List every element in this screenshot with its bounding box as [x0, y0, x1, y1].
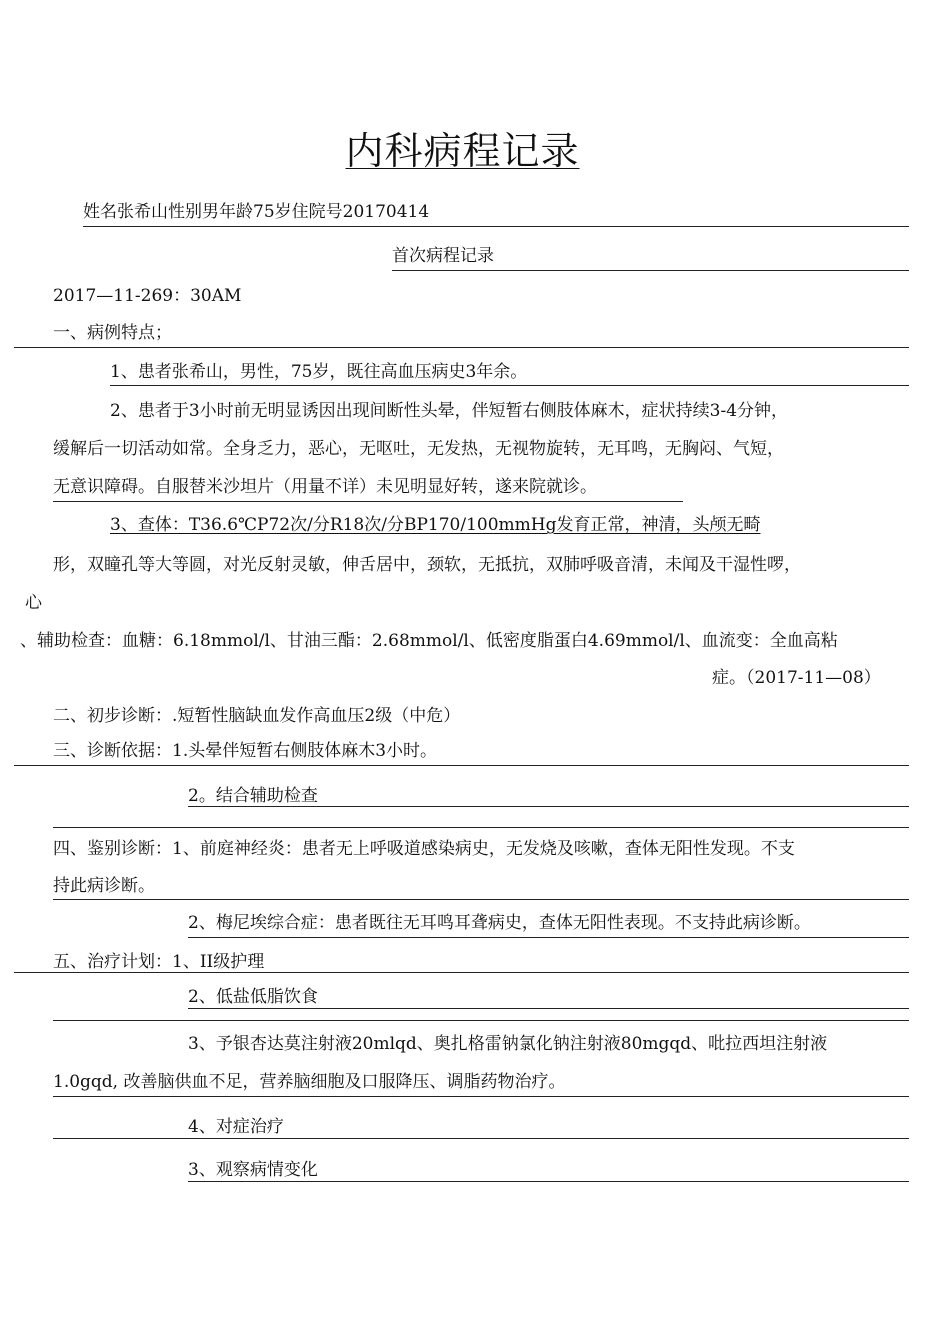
- preliminary-diagnosis: 二、初步诊断：.短暂性脑缺血发作高血压2级（中危）: [53, 706, 461, 726]
- diagnosis-basis-line-1: 三、诊断依据：1.头晕伴短暂右侧肢体麻木3小时。: [53, 741, 438, 761]
- divider: [53, 501, 683, 502]
- features-item-4-line-1: 、辅助检查：血糖：6.18mmol/l、甘油三酯：2.68mmol/l、低密度脂蛋白4.69mmol/l、血流变：全血高粘: [20, 631, 838, 651]
- divider: [53, 1020, 909, 1021]
- divider: [14, 972, 909, 973]
- divider: [53, 827, 909, 828]
- patient-info: 姓名张希山性别男年龄75岁住院号20170414: [83, 202, 430, 222]
- treatment-line-2: 2、低盐低脂饮食: [188, 987, 318, 1007]
- divider: [14, 765, 909, 766]
- divider: [188, 937, 909, 938]
- section-title: 首次病程记录: [392, 246, 494, 266]
- divider: [14, 347, 909, 348]
- record-datetime: 2017—11-269：30AM: [53, 286, 242, 306]
- diagnosis-basis-line-2: 2。结合辅助检查: [188, 786, 318, 806]
- features-heading: 一、病例特点；: [53, 323, 172, 343]
- treatment-line-3a: 3、予银杏达莫注射液20mlqd、奥扎格雷钠氯化钠注射液80mgqd、吡拉西坦注射液: [188, 1034, 828, 1054]
- divider: [188, 806, 909, 807]
- differential-line-1: 四、鉴别诊断：1、前庭神经炎：患者无上呼吸道感染病史，无发烧及咳嗽，查体无阳性发现。不支: [53, 839, 795, 859]
- divider: [392, 270, 909, 271]
- divider: [188, 1181, 909, 1182]
- treatment-line-5: 3、观察病情变化: [188, 1160, 318, 1180]
- features-item-4-line-2: 症。（2017-11—08）: [712, 668, 881, 688]
- features-item-2-line-2: 缓解后一切活动如常。全身乏力，恶心，无呕吐，无发热，无视物旋转，无耳鸣，无胸闷、气短，: [53, 439, 784, 459]
- divider: [53, 1096, 909, 1097]
- divider: [53, 1138, 909, 1139]
- treatment-line-3b: 1.0gqd, 改善脑供血不足，营养脑细胞及口服降压、调脂药物治疗。: [53, 1072, 566, 1092]
- features-item-2-line-3: 无意识障碍。自服替米沙坦片（用量不详）未见明显好转，遂来院就诊。: [53, 477, 597, 497]
- divider: [110, 385, 909, 386]
- divider: [188, 1008, 909, 1009]
- features-item-3-line-2: 形，双瞳孔等大等圆，对光反射灵敏，伸舌居中，颈软，无抵抗，双肺呼吸音清，未闻及干湿性啰，: [53, 555, 801, 575]
- differential-line-2: 持此病诊断。: [53, 876, 155, 896]
- treatment-line-4: 4、对症治疗: [188, 1117, 284, 1137]
- divider: [53, 899, 909, 900]
- differential-line-3: 2、梅尼埃综合症：患者既往无耳鸣耳聋病史，查体无阳性表现。不支持此病诊断。: [188, 913, 811, 933]
- features-item-3-line-1: 3、查体：T36.6℃P72次/分R18次/分BP170/100mmHg发育正常，神清，头颅无畸: [110, 515, 761, 535]
- features-item-2-line-1: 2、患者于3小时前无明显诱因出现间断性头晕，伴短暂右侧肢体麻木，症状持续3-4分钟，: [110, 401, 789, 421]
- page-title: 内科病程记录: [345, 129, 580, 173]
- divider: [83, 226, 909, 227]
- treatment-line-1: 五、治疗计划：1、II级护理: [53, 952, 265, 972]
- features-item-3-line-3: 心: [25, 593, 42, 613]
- features-item-1: 1、患者张希山，男性，75岁，既往高血压病史3年余。: [110, 362, 528, 382]
